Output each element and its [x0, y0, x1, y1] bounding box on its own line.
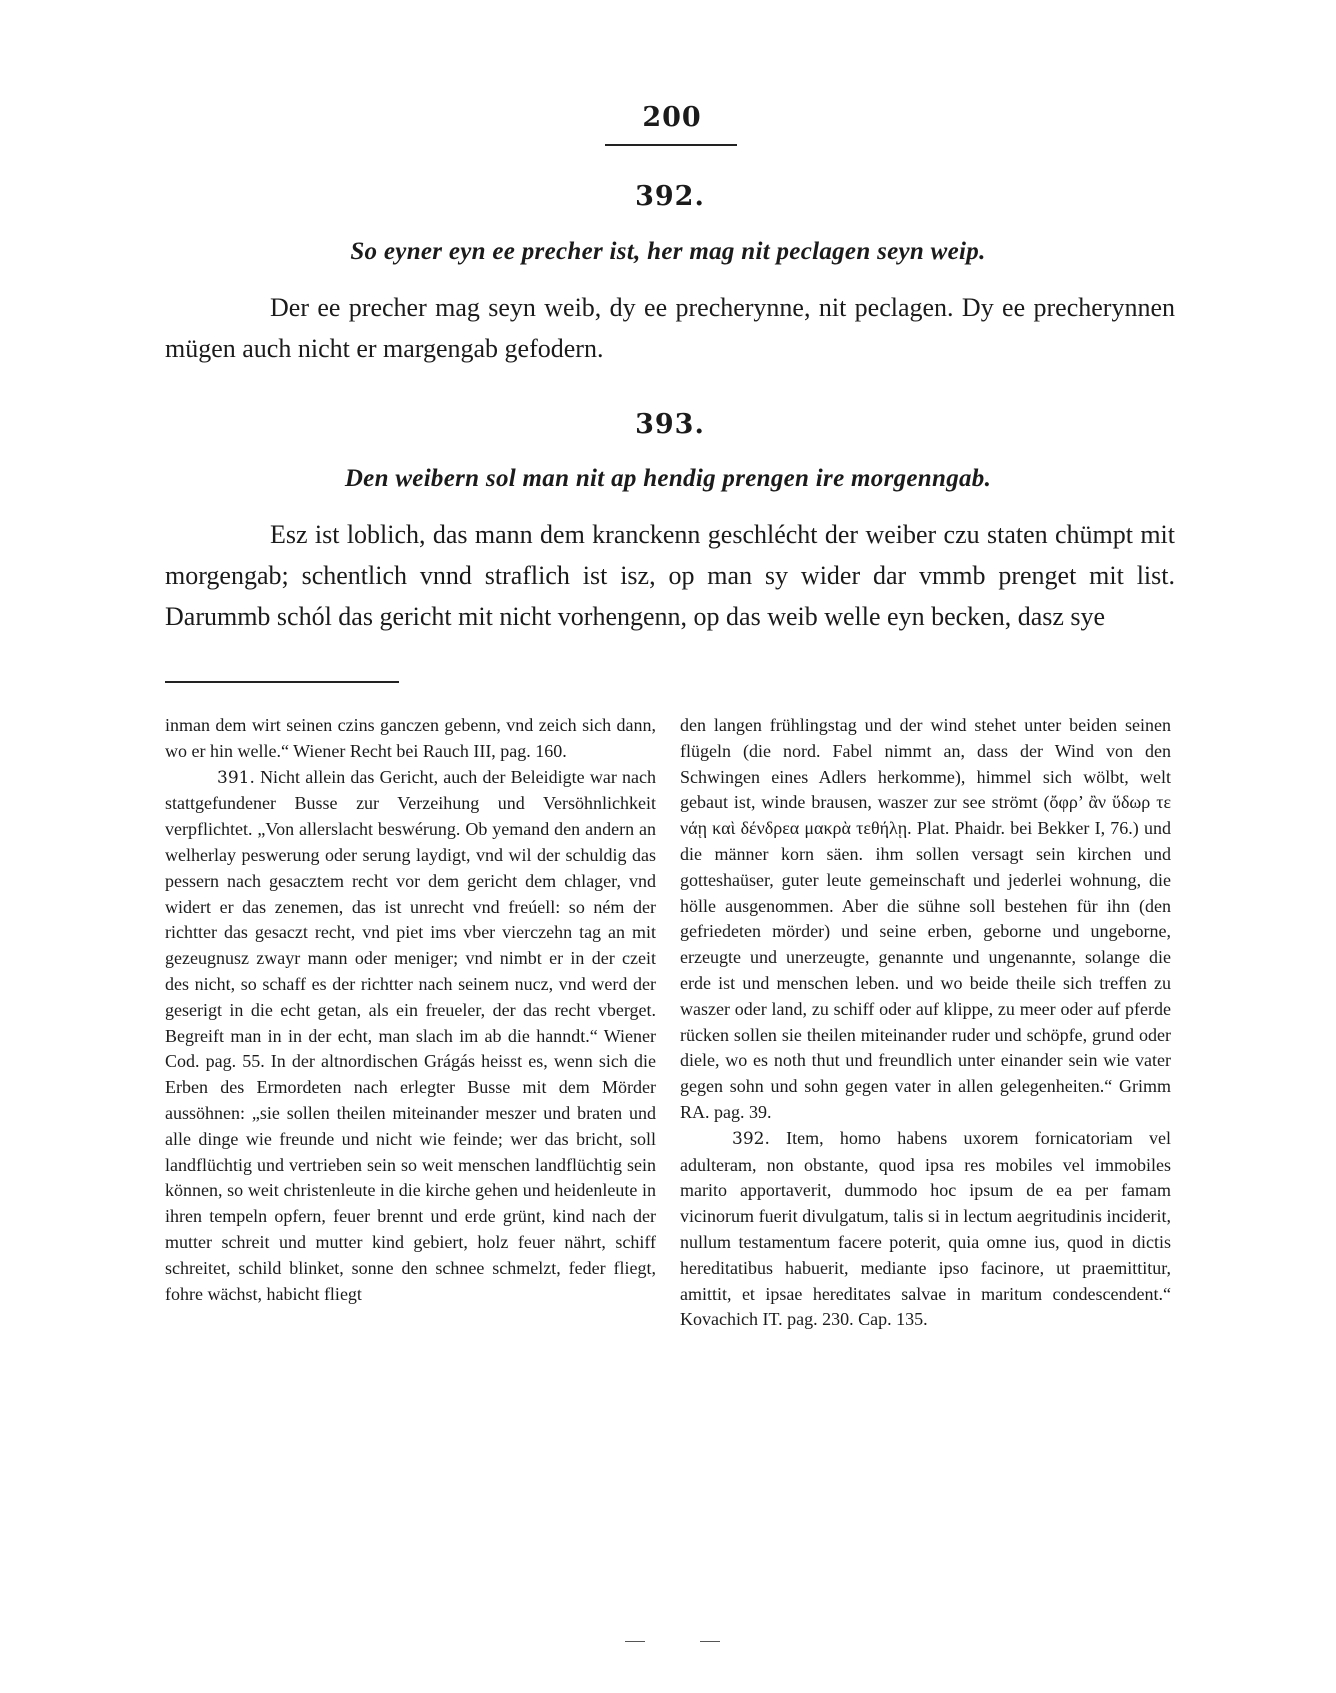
footnote-text: Nicht allein das Gericht, auch der Beleidigte war nach stattgefundener Busse zur Verzeihung und Versöhnlichkeit verpflichtet. „Von allerslacht beswérung. Ob yemand den andern an welherlay peswerung oder serung laydigt, vnd wil der schuldig das pessern nach gesacztem recht vor dem gericht dem chlager, vnd widert er das zenemen, das ist unrecht vnd freúell: so ném der richtter das gesaczt recht, vnd piet ims vber vierczehn tag an mit gezeugnusz zwayr mann oder meniger; vnd nimbt er in der czeit des nicht, so schaff es der richtter nach seinem nucz, vnd werd der geserigt in die echt getan, als ein freueler, der das recht vberget. Begreift man in in der echt, man slach im ab die hanndt.“ Wiener Cod. pag. 55. In der altnordischen Grágás heisst es, wenn sich die Erben des Ermordeten nach erlegter Busse mit dem Mörder aussöhnen: „sie sollen theilen miteinander meszer und braten und alle dinge wie freunde und nicht wie feinde; wer das bricht, soll landflüchtig und vertrieben sein so weit menschen landflüchtig sein können, so weit christenleute in die kirche gehen und heidenleute in ihren tempeln opfern, feuer brennt und erde grünt, kind nach der mutter schreit und mutter kind gebiert, holz feuer nährt, schiff schreitet, schild blinket, sonne den schnee schmelzt, feder fliegt, fohre wächst, habicht fliegt	[165, 766, 656, 1304]
section-paragraph: Esz ist loblich, das mann dem kranckenn geschlécht der weiber czu staten chümpt mit morgengab; schentlich vnnd straflich ist isz, op man sy wider dar vmmb prenget mit list. Darummb schól das gericht mit nicht vorhengenn, op das weib welle eyn becken, dasz sye	[165, 520, 1175, 631]
footnote	[165, 765, 656, 1308]
section-heading: So eyner eyn ee precher ist, her mag nit peclagen seyn weip.	[350, 238, 986, 265]
section-heading: Den weibern sol man nit ap hendig prengen ire morgenngab.	[344, 465, 992, 492]
page-number: 200	[642, 102, 702, 133]
section-number: 393.	[635, 409, 705, 440]
footnote	[680, 1126, 1171, 1333]
footnote-text: Item, homo habens uxorem fornicatoriam vel adulteram, non obstante, quod ipsa res mobiles vel immobiles marito apportaverit, dummodo hoc ipsum de ea per famam vicinorum fuerit divulgatum, talis si in lectum aegritudinis inciderit, nullum testamentum facere poterit, quia omne ius, quod in dictis hereditatibus habuerit, mediante ipso facinore, ut praemittitur, amittit, et ipsae hereditates salvae in maritum condescendent.“ Kovachich IT. pag. 230. Cap. 135.	[680, 1127, 1171, 1330]
footnote-continuation: den langen frühlingstag und der wind stehet unter beiden seinen flügeln (die nord. Fabel nimmt an, dass der Wind von den Schwingen eines Adlers herkomme), himmel sich wölbt, welt gebaut ist, winde brausen, waszer zur see strömt (ὄφρ’ ἂν ὕδωρ τε νάῃ καὶ δένδρεα μακρὰ τεθήλῃ. Plat. Phaidr. bei Bekker I, 76.) und die männer korn säen. ihm sollen versagt sein kirchen und gotteshaüser, guter leute gemeinschaft und jederlei wohnung, die hölle ausgenommen. Aber die sühne soll bestehen für ihn (den gefriedeten mörder) und seine erben, geborne und ungeborne, erzeugte und unerzeugte, genannte und ungenannte, solange die erde ist und menschen leben. und wo beide theile sich treffen zu waszer oder land, zu schiff oder auf klippe, zu meer oder auf pferde rücken sollen sie theilen miteinander ruder und schöpfe, grund oder diele, wo es noth thut und freundlich unter einander sein wie vater gegen sohn und sohn gegen vater in allen gelegenheiten.“ Grimm RA. pag. 39.	[680, 715, 1171, 1122]
footnote-number: 391.	[217, 767, 255, 788]
section-number: 392.	[635, 181, 705, 212]
footnote-continuation: inman dem wirt seinen czins ganczen gebenn, vnd zeich sich dann, wo er hin welle.“ Wiener Recht bei Rauch III, pag. 160.	[165, 715, 656, 761]
section-body	[165, 287, 1175, 369]
bottom-mark	[625, 1641, 645, 1642]
page-number-rule	[605, 144, 737, 146]
section-paragraph: Der ee precher mag seyn weib, dy ee precherynne, nit peclagen. Dy ee precherynnen mügen auch nicht er margengab gefodern.	[165, 293, 1175, 363]
bottom-mark	[700, 1641, 720, 1642]
footnote-number: 392.	[732, 1128, 770, 1149]
section-body	[165, 514, 1175, 637]
footnote-column-left	[165, 713, 656, 1307]
bottom-marks	[625, 1641, 735, 1647]
footnote-separator	[165, 681, 399, 683]
footnote-column-right	[680, 713, 1171, 1333]
